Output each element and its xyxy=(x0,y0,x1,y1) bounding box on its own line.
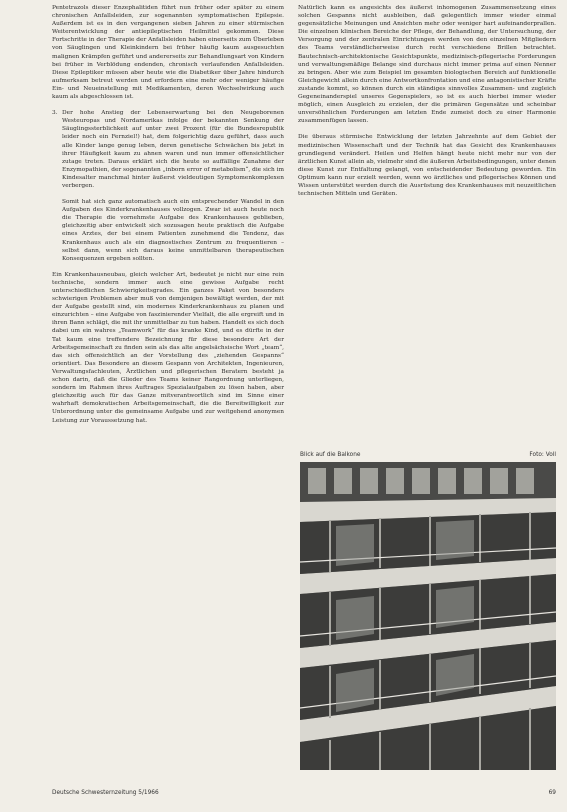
page-number: 69 xyxy=(548,790,556,796)
paragraph: Somit hat sich ganz automatisch auch ein entsprechender Wandel in den Aufgaben des Kinderkrankenhauses vollzogen. Zwar ist auch heute noch die Therapie die vornehmste Aufgabe des Krankenhauses geblieben, gleichzeitig aber entwickelt sich sozusagen heute praktisch die Aufgabe eines Arztes, der bei einem Patienten zunehmend die Tendenz, das Krankenhaus auch als ein diagnostisches Zentrum zu frequentieren – selbst dann, wenn sich daraus keine unmittelbaren therapeutischen Konsequenzen ergeben sollten. xyxy=(62,199,284,262)
photo-caption: Blick auf die Balkone xyxy=(300,452,361,458)
photo-credit: Foto: Voll xyxy=(529,452,556,458)
balcony-photo-illustration xyxy=(300,462,556,770)
page-footer xyxy=(52,790,556,796)
paragraph: Natürlich kann es angesichts des äußerst inhomogenen Zusammensetzung eines solchen Gespanns nicht ausbleiben, daß gelegentlich immer wieder einmal gegensätzliche Meinungen und Ansichten mehr oder weniger hart aufeinanderprallen. Die einzelnen klinischen Bereiche der Pflege, der Behandlung, der Untersuchung, der Versorgung und der zentralen Einrichtungen werden von den einzelnen Mitgliedern des Teams verständlicherweise durch recht verschiedene Brillen betrachtet. Bautechnisch-architektonische Gesichtspunkte, medizinisch-pflegerische Forderungen und verwaltungsmäßige Belange sind durchaus nicht immer prima auf einen Nenner zu bringen. Aber wie zum Beispiel im gesamten biologischen Bereich auf funktionelle Gleichgewicht allein durch eine Antwortkonfrontation und eine antagonistischer Kräfte zustande kommt, so können durch ein ständiges sinnvolles Zusammen- und zugleich Gegeneinanderspiel unseres Gegenspielers, so ist es auch hierbei immer wieder möglich, einen Ausgleich zu erzielen, der die primären Gegensätze und scheinbar unversöhnlichen Forderungen am letzten Ende zumeist doch zu einer Harmonie zusammenfügen lassen. xyxy=(298,5,556,125)
paragraph-text: Der hohe Anstieg der Lebenserwartung bei den Neugeborenen Westeuropas und Nordamerikas infolge der bekannten Senkung der Säuglingssterblichkeit auf unter zwei Prozent (für die Bundesrepublik leider noch ein Fernziel!) hat, dem folgerichtig dazu geführt, dass auch alle Kinder lange genug leben, deren genetische Schwächen bis jetzt in ihrer Häufigkeit kaum zu ahnen waren und nun immer offensichtlicher zutage treten. Daraus erklärt sich die heute so auffällige Zunahme der Enzymopathien, der sogenannten „inborn error of metabolism“, die sich im Kindesalter manchmal hinter äußerst vieldeutigen Symptomenkomplexen verbergen. xyxy=(62,110,284,189)
left-text-column xyxy=(52,4,284,433)
photo-caption-row xyxy=(300,452,556,458)
paragraph: Die überaus stürmische Entwicklung der letzten Jahrzehnte auf dem Gebiet der medizinischen Wissenschaft und der Technik hat das Gesicht des Krankenhauses grundlegend verändert. Heilen und Helfen hängt heute nicht mehr nur von der ärztlichen Kunst allein ab, vielmehr sind die äußeren Arbeitsbedingungen, unter denen diese Kunst zur Entfaltung gelangt, von entscheidender Bedeutung geworden. Ein Optimum kann nur erzielt werden, wenn wo ärztliches und pflegerisches Können und Wissen unterstützt werden durch die Ausrüstung des Krankenhauses mit neuzeitlichen technischen Mitteln und Geräten. xyxy=(298,134,556,198)
balcony-photo xyxy=(300,462,556,770)
paragraph: Pentetrazols dieser Enzephalitiden führt nun früher oder später zu einem chronischen Anfallsleiden, zur sogenannten symptomatischen Epilepsie. Außerdem ist es in den vergangenen sieben Jahren zu einer stürmischen Weiterentwicklung der antiepileptischen Heilmittel gekommen. Diese Fortschritte in der Therapie der Anfallsleiden haben einerseits zum Überleben von Säuglingen und Kleinkindern bei früher häufig kaum ausgesuchten malignen Krämpfen geführt und andererseits zur Behandlungsart von Kindern bei früher in Verblödung endenden, chronisch verlaufenden Anfallsleiden. Diese Epileptiker müssen aber heute wie die Diabetiker über Jahre hindurch aufmerksam betreut werden und erfordern eine mehr oder weniger häufige Ein- und Neueinstellung mit Medikamenten, deren Wechselwirkung auch kaum als abgeschlossen ist. xyxy=(52,5,284,101)
right-text-column xyxy=(298,4,556,206)
publication-name: Deutsche Schwesternzeitung 5/1966 xyxy=(52,790,159,796)
paragraph: Ein Krankenhausneubau, gleich welcher Art, bedeutet je nicht nur eine rein technische, sondern immer auch eine gewisse Aufgabe recht unterschiedlichen Schwierigkeitsgrades. Ein ganzes Paket von besonders schwierigen Problemen aber muß von demjenigen bewältigt werden, der mit der Aufgabe gestellt sind, ein modernes Kinderkrankenhaus zu planen und einzurichten – eine Aufgabe von faszinierender Vielfalt, die alle ergreift und in ihren Bann schlägt, die mit ihr unmittelbar zu tun haben. Handelt es sich doch dabei um ein wahres „Teamwork“ für das kranke Kind, und es dürfte in der Tat kaum eine treffendere Bezeichnung für diese besondere Art der Arbeitsgemeinschaft zu finden sein als das alte angelsächsische Wort „team“, das sich offensichtlich an der Vorstellung des „ziehenden Gespanns“ orientiert. Das Besondere an diesem Gespann von Architekten, Ingenieuren, Verwaltungsfachleuten, Ärztlichen und pflegerischen Beratern besteht ja schon darin, daß die Glieder des Teams keiner Rangordnung unterliegen, sondern im Rahmen ihres Auftrages Spezialaufgaben zu lösen haben, aber gleichzeitig auch für das Ganze mitverantwortlich sind im Sinne einer wahrhaft demokratischen Arbeitsgemeinschaft, die die Bereitwilligkeit zur Unterordnung unter die gemeinsame Aufgabe und zur weitgehend anonymen Leistung zur Voraussetzung hat. xyxy=(52,271,284,424)
numbered-paragraph xyxy=(52,109,284,190)
paragraph-number: 3. xyxy=(52,110,58,117)
